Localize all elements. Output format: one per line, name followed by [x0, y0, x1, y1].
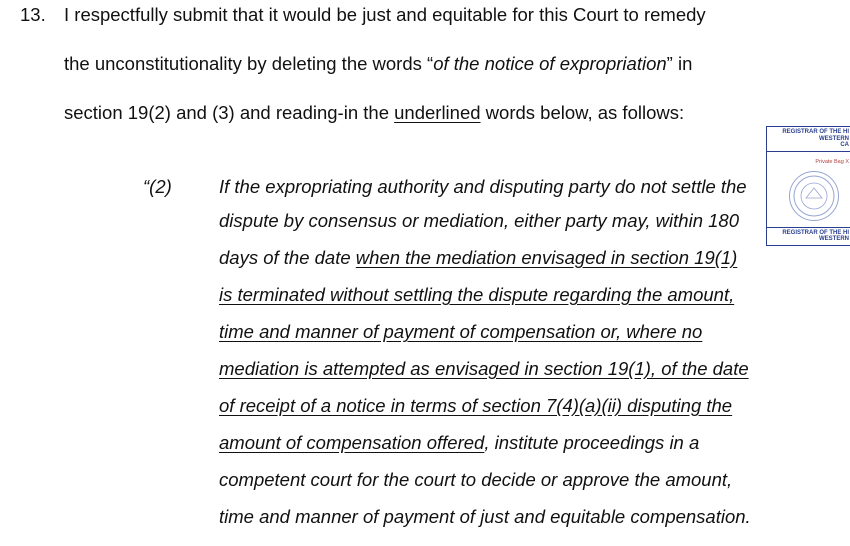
quote-line-1	[219, 176, 747, 198]
text: , institute proceedings in a	[484, 432, 700, 453]
text: days of the date	[219, 247, 356, 268]
text: time and manner of payment of just and equitable compensation.	[219, 506, 751, 527]
quote-line-9	[219, 469, 732, 491]
registrar-stamp	[766, 126, 850, 246]
text: ” in	[666, 53, 693, 74]
stamp-divider	[767, 227, 850, 228]
paragraph-number: 13.	[20, 4, 46, 25]
underlined-insert: amount of compensation offered	[219, 432, 485, 453]
stamp-divider	[767, 151, 850, 152]
quote-line-4	[219, 284, 734, 306]
quote-line-7	[219, 395, 732, 417]
seal-icon	[789, 171, 839, 221]
stamp-text: Private Bag X	[815, 159, 849, 165]
stamp-text: WESTERN	[819, 236, 849, 242]
stamp-text: WESTERN	[819, 136, 849, 142]
underlined-insert: time and manner of payment of compensation or, where no	[219, 321, 703, 342]
underlined-word: underlined	[394, 102, 481, 123]
text: I respectfully submit that it would be just and equitable for this Court to remedy	[64, 4, 706, 25]
text: the unconstitutionality by deleting the words “	[64, 53, 434, 74]
quote-line-8	[219, 432, 699, 454]
paragraph-line-2	[64, 53, 692, 75]
text: words below, as follows:	[480, 102, 685, 123]
underlined-insert: is terminated without settling the dispute regarding the amount,	[219, 284, 735, 305]
quote-line-5	[219, 321, 702, 343]
quote-line-6	[219, 358, 749, 380]
quote-line-10	[219, 506, 751, 528]
underlined-insert: of receipt of a notice in terms of section 7(4)(a)(ii) disputing the	[219, 395, 733, 416]
paragraph-line-3	[64, 102, 684, 124]
quoted-phrase: of the notice of expropriation	[433, 53, 667, 74]
stamp-text: CA	[840, 142, 849, 148]
subsection-reference: “(2)	[143, 176, 172, 197]
text: If the expropriating authority and disputing party do not settle the	[219, 176, 747, 197]
text: section 19(2) and (3) and reading-in the	[64, 102, 395, 123]
paragraph-line-1	[64, 4, 706, 26]
text: dispute by consensus or mediation, either party may, within 180	[219, 210, 739, 231]
text: competent court for the court to decide or approve the amount,	[219, 469, 733, 490]
underlined-insert: when the mediation envisaged in section 19(1)	[355, 247, 738, 268]
stamp-text: REGISTRAR OF THE HI	[782, 230, 849, 236]
quote-line-2	[219, 210, 739, 232]
quote-line-3	[219, 247, 737, 269]
stamp-text: REGISTRAR OF THE HI	[782, 129, 849, 135]
underlined-insert: mediation is attempted as envisaged in section 19(1), of the date	[219, 358, 749, 379]
